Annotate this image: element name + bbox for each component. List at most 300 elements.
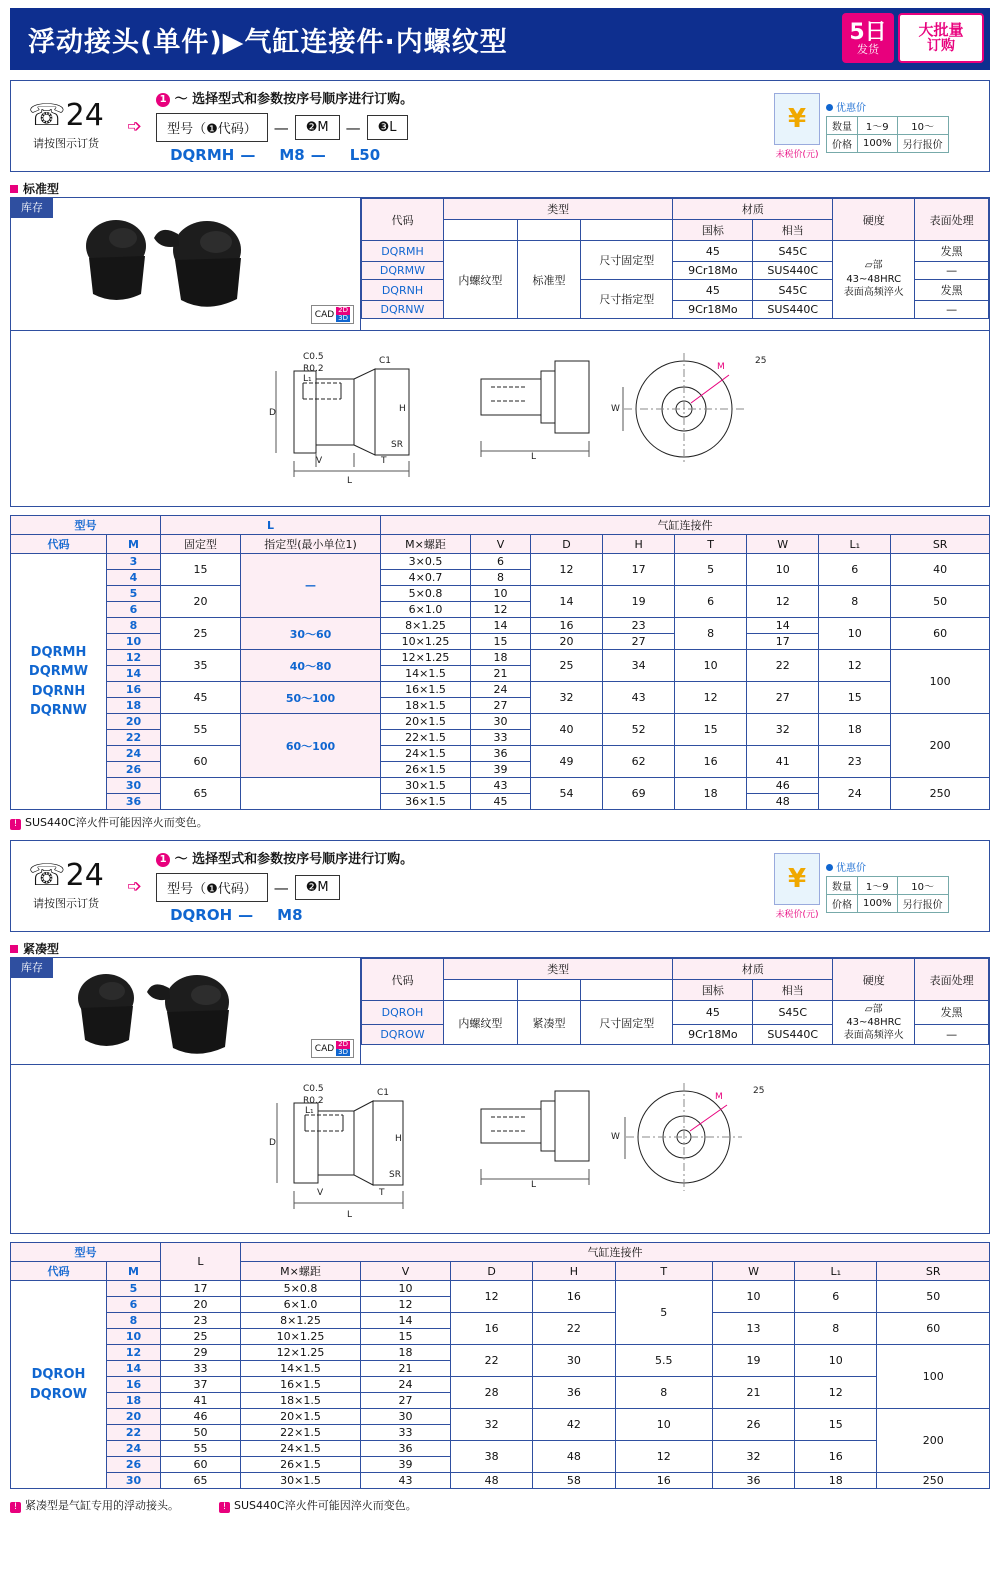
material-table-wrap-2 [361, 958, 989, 1064]
dim2-M-12: 30 [107, 1473, 161, 1489]
order-note-text-1: ～ 选择型式和参数按序号顺序进行订购。 [174, 92, 414, 107]
dim2-L-4: 29 [161, 1345, 241, 1361]
dim2-L-1: 20 [161, 1297, 241, 1313]
dim1-H-2: 19 [603, 586, 675, 618]
dim2-V-11: 39 [361, 1457, 451, 1473]
dim2-SR-0: 50 [877, 1281, 990, 1313]
dim1-M-3: 6 [107, 602, 161, 618]
stock-badge-1: 库存 [11, 198, 53, 218]
dim2-h-model: 型号 [11, 1243, 161, 1262]
note-1 [10, 814, 990, 830]
svg-text:L: L [347, 1210, 353, 1220]
svg-text:L: L [531, 452, 537, 462]
note-icon-1: ! [10, 819, 21, 830]
yen-icon-2: ¥ [774, 853, 820, 905]
dim2-L-5: 33 [161, 1361, 241, 1377]
dim1-header-row-2 [11, 535, 990, 554]
mat-hardness-2 [833, 1001, 915, 1045]
table-row [11, 778, 990, 794]
dim2-D-12: 48 [451, 1473, 533, 1489]
order-example-m-2: M8 [277, 906, 303, 924]
dim2-L1-12: 18 [795, 1473, 877, 1489]
order-note-1 [156, 88, 774, 107]
dim1-W-4: 14 [747, 618, 819, 634]
svg-text:25: 25 [753, 1086, 765, 1096]
svg-text:T: T [381, 456, 387, 466]
badge-bulk-order [898, 13, 984, 63]
dim2-T-4: 5.5 [615, 1345, 712, 1377]
dim2-W-0: 10 [712, 1281, 794, 1313]
mat-h-hardness-2: 硬度 [833, 959, 915, 1001]
badge-5day-shipping [842, 13, 894, 63]
svg-text:R0.2: R0.2 [303, 364, 324, 374]
dim2-SR-4: 100 [877, 1345, 990, 1409]
dim2-W-2: 13 [712, 1313, 794, 1345]
order-field-model-2[interactable]: 型号（❶代码） [156, 873, 268, 902]
dim1-Lf-4: 25 [161, 618, 241, 650]
dim1-H-10: 52 [603, 714, 675, 746]
dim2-M-11: 26 [107, 1457, 161, 1473]
table-row [11, 1313, 990, 1329]
bullet-icon-1 [826, 104, 833, 111]
dim2-L1-8: 15 [795, 1409, 877, 1441]
dim2-h-D: D [451, 1262, 533, 1281]
dim1-Lf-12: 60 [161, 746, 241, 778]
dim2-M-2: 8 [107, 1313, 161, 1329]
dim1-mp-4: 8×1.25 [381, 618, 471, 634]
dim1-Lf-8: 45 [161, 682, 241, 714]
dim2-H-8: 42 [533, 1409, 615, 1441]
order-phone-cell-2 [11, 858, 121, 911]
mat-surf-1-1: — [915, 262, 989, 280]
dim1-mp-1: 4×0.7 [381, 570, 471, 586]
dim2-L-10: 55 [161, 1441, 241, 1457]
price-qty-a-2: 1～9 [858, 877, 898, 895]
cad-2d-1: 2D [338, 306, 348, 315]
dim2-V-1: 12 [361, 1297, 451, 1313]
dim1-h-group: 气缸连接件 [381, 516, 990, 535]
product-photo-standard [11, 198, 361, 330]
table-row [11, 682, 990, 698]
dim2-mp-4: 12×1.25 [241, 1345, 361, 1361]
mat-gb-1-2: 45 [673, 280, 753, 301]
dim1-H-0: 17 [603, 554, 675, 586]
dim1-D-6: 25 [531, 650, 603, 682]
dim2-SR-2: 60 [877, 1313, 990, 1345]
mat-h-material-2: 材质 [673, 959, 833, 980]
dim2-h-V: V [361, 1262, 451, 1281]
mat-code-1-3: DQRNW [362, 301, 444, 319]
dim1-M-1: 4 [107, 570, 161, 586]
table-row [11, 554, 990, 570]
mat-surf-1-2: 发黑 [915, 280, 989, 301]
price-block-1 [774, 93, 989, 160]
dim2-V-12: 43 [361, 1473, 451, 1489]
dim2-SR-8: 200 [877, 1409, 990, 1473]
order-dash-1b: — [345, 118, 361, 137]
mat-surf-2-1: — [915, 1024, 989, 1044]
mat-surf-1-3: — [915, 301, 989, 319]
drawing-area-compact [11, 1064, 989, 1233]
dim1-Ls-8: 50～100 [241, 682, 381, 714]
cad-2d-2: 2D [338, 1040, 348, 1049]
order-num-2-start: 1 [156, 853, 170, 867]
mat-eq-1-2: S45C [753, 280, 833, 301]
mat-type3-1-0: 尺寸固定型 [581, 241, 673, 280]
dim2-D-2: 16 [451, 1313, 533, 1345]
order-box-compact [10, 840, 990, 932]
dim1-Ls-0: — [241, 554, 381, 618]
spec-top-row-2 [11, 958, 989, 1064]
mat-h-type-2: 类型 [443, 959, 672, 980]
order-field-model-1[interactable]: 型号（❶代码） [156, 113, 268, 142]
table-row [11, 1345, 990, 1361]
dim1-mp-8: 16×1.5 [381, 682, 471, 698]
dim2-M-3: 10 [107, 1329, 161, 1345]
dim2-L-2: 23 [161, 1313, 241, 1329]
material-table-standard [361, 198, 989, 319]
dim1-mp-6: 12×1.25 [381, 650, 471, 666]
dim2-L1-4: 10 [795, 1345, 877, 1377]
dim2-M-0: 5 [107, 1281, 161, 1297]
dim1-W-10: 32 [747, 714, 819, 746]
dim2-mp-1: 6×1.0 [241, 1297, 361, 1313]
mat-gb-2-1: 9Cr18Mo [673, 1024, 753, 1044]
mat-type1-2: 内螺纹型 [443, 1001, 517, 1045]
dim1-mp-9: 18×1.5 [381, 698, 471, 714]
table-row [11, 650, 990, 666]
svg-text:D: D [269, 408, 276, 418]
mat-eq-2-1: SUS440C [753, 1024, 833, 1044]
dim1-Lf-0: 15 [161, 554, 241, 586]
mat-h-hardness-1: 硬度 [833, 199, 915, 241]
dim1-M-8: 16 [107, 682, 161, 698]
dim1-T-14: 18 [675, 778, 747, 810]
dim1-mp-7: 14×1.5 [381, 666, 471, 682]
dim1-V-15: 45 [471, 794, 531, 810]
dim1-V-3: 12 [471, 602, 531, 618]
order-code-line-2 [156, 873, 774, 902]
mat-code-2-0: DQROH [362, 1001, 444, 1025]
dim1-L1-10: 18 [819, 714, 891, 746]
dim2-M-9: 22 [107, 1425, 161, 1441]
dim1-D-2: 14 [531, 586, 603, 618]
mat-eq-1-3: SUS440C [753, 301, 833, 319]
dim2-mp-11: 26×1.5 [241, 1457, 361, 1473]
technical-drawing-2 [11, 1065, 987, 1233]
dim2-L1-2: 8 [795, 1313, 877, 1345]
svg-text:C0.5: C0.5 [303, 1084, 324, 1094]
dim1-T-8: 12 [675, 682, 747, 714]
dim1-W-12: 41 [747, 746, 819, 778]
svg-text:L: L [347, 476, 353, 486]
price-qty-header-2: 数量 [827, 877, 858, 895]
dim2-L1-6: 12 [795, 1377, 877, 1409]
dim2-mp-2: 8×1.25 [241, 1313, 361, 1329]
order-field-l-1[interactable]: ❸L [367, 115, 408, 140]
product-photo-compact [11, 958, 361, 1064]
dim1-h-V: V [471, 535, 531, 554]
dim1-h-T: T [675, 535, 747, 554]
dim1-Lf-10: 55 [161, 714, 241, 746]
dim1-Lf-6: 35 [161, 650, 241, 682]
price-note-2: 未税价(元) [775, 909, 819, 920]
dim1-M-7: 14 [107, 666, 161, 682]
order-field-m-2[interactable]: ❷M [295, 875, 340, 900]
dim2-h-code: 代码 [11, 1262, 107, 1281]
dim2-V-4: 18 [361, 1345, 451, 1361]
mat-hardness2-l1: 部 [872, 1004, 883, 1015]
dim1-h-Lfixed: 固定型 [161, 535, 241, 554]
table-row [362, 1001, 989, 1025]
cad-label-1: CAD [314, 309, 335, 320]
mat-surf-1-0: 发黑 [915, 241, 989, 262]
mat-h-surface-2: 表面处理 [915, 959, 989, 1001]
svg-text:L: L [531, 1180, 537, 1190]
dim1-header-row-1 [11, 516, 990, 535]
order-content-1 [148, 88, 774, 164]
order-content-2 [148, 848, 774, 924]
dim2-h-W: W [712, 1262, 794, 1281]
dim1-model-0: DQRMH [30, 644, 87, 660]
price-row-qty-2 [827, 877, 949, 895]
dim1-mp-5: 10×1.25 [381, 634, 471, 650]
dim1-L1-6: 12 [819, 650, 891, 682]
dim1-W-8: 27 [747, 682, 819, 714]
mat-type3-2: 尺寸固定型 [581, 1001, 673, 1045]
dim2-M-6: 16 [107, 1377, 161, 1393]
product-photo-svg-1 [11, 198, 359, 328]
dim1-W-14: 46 [747, 778, 819, 794]
dim1-D-14: 54 [531, 778, 603, 810]
price-price-b-1: 另行报价 [897, 135, 948, 153]
svg-text:V: V [316, 456, 323, 466]
price-price-b-2: 另行报价 [897, 895, 948, 913]
catalog-page [0, 8, 1000, 1572]
mat-h-type-1: 类型 [443, 199, 672, 220]
svg-text:W: W [611, 404, 620, 414]
order-code-line-1 [156, 113, 774, 142]
dim2-T-8: 10 [615, 1409, 712, 1441]
product-photo-svg-2 [11, 958, 359, 1062]
price-price-a-2: 100% [858, 895, 898, 913]
mat-h-type3-1 [581, 220, 673, 241]
arrow-icon-2: ➩ [127, 875, 143, 897]
mat-code-1-2: DQRNH [362, 280, 444, 301]
price-block-2 [774, 853, 989, 920]
dim2-model-names [11, 1281, 107, 1489]
dim2-H-2: 22 [533, 1313, 615, 1345]
table-row [11, 1473, 990, 1489]
mat-code-1-1: DQRMW [362, 262, 444, 280]
square-bullet-icon-1 [10, 185, 18, 193]
dim1-SR-6: 100 [891, 650, 990, 714]
dim2-mp-6: 16×1.5 [241, 1377, 361, 1393]
svg-text:SR: SR [389, 1170, 401, 1180]
dim2-D-10: 38 [451, 1441, 533, 1473]
dim2-M-5: 14 [107, 1361, 161, 1377]
dim2-D-0: 12 [451, 1281, 533, 1313]
order-phone-cell-1 [11, 98, 121, 151]
dim1-mp-12: 24×1.5 [381, 746, 471, 762]
dim1-h-L1: L₁ [819, 535, 891, 554]
mat-h-gb-1: 国标 [673, 220, 753, 241]
mat-type2-2: 紧凑型 [517, 1001, 581, 1045]
dim2-T-10: 12 [615, 1441, 712, 1473]
dim1-V-4: 14 [471, 618, 531, 634]
dim1-T-4: 8 [675, 618, 747, 650]
bullet-icon-2 [826, 864, 833, 871]
mat-surf-2-0: 发黑 [915, 1001, 989, 1025]
dim1-M-9: 18 [107, 698, 161, 714]
dim1-D-5: 20 [531, 634, 603, 650]
dim1-M-14: 30 [107, 778, 161, 794]
table-row [11, 714, 990, 730]
dim1-V-2: 10 [471, 586, 531, 602]
cad-badge-2[interactable] [311, 1039, 354, 1058]
dim2-h-H: H [533, 1262, 615, 1281]
dim1-M-11: 22 [107, 730, 161, 746]
dim1-Lf-2: 20 [161, 586, 241, 618]
dim2-L-12: 65 [161, 1473, 241, 1489]
dim1-H-8: 43 [603, 682, 675, 714]
dim1-T-10: 15 [675, 714, 747, 746]
dim1-D-12: 49 [531, 746, 603, 778]
table-row [11, 586, 990, 602]
dim2-V-8: 30 [361, 1409, 451, 1425]
dim1-h-W: W [747, 535, 819, 554]
dim2-L1-10: 16 [795, 1441, 877, 1473]
dim1-Ls-4: 30～60 [241, 618, 381, 650]
dim2-model-1: DQROW [29, 1386, 88, 1402]
dim2-mp-3: 10×1.25 [241, 1329, 361, 1345]
dim2-mp-10: 24×1.5 [241, 1441, 361, 1457]
dim1-H-4: 23 [603, 618, 675, 634]
price-title-text-1: 优惠价 [836, 103, 866, 114]
mat-hardness2-l2: 43~48HRC [846, 1017, 902, 1028]
note-text-3: SUS440C淬火件可能因淬火而变色。 [234, 1499, 417, 1512]
mat-hardness2-l3: 表面高频淬火 [843, 1030, 904, 1041]
dim2-H-12: 58 [533, 1473, 615, 1489]
order-example-dash-1b: — [310, 146, 326, 164]
mat-h-type1-2 [443, 980, 517, 1001]
svg-text:T: T [379, 1188, 385, 1198]
dim1-SR-4: 60 [891, 618, 990, 650]
order-dash-2a: — [273, 878, 289, 897]
material-header-row-2 [362, 959, 989, 980]
mat-h-eq-2: 相当 [753, 980, 833, 1001]
mat-hardness-l1: 部 [872, 260, 883, 272]
spec-top-row-1 [11, 198, 989, 330]
dim1-M-12: 24 [107, 746, 161, 762]
dim1-mp-0: 3×0.5 [381, 554, 471, 570]
dim2-V-6: 24 [361, 1377, 451, 1393]
mat-eq-2-0: S45C [753, 1001, 833, 1025]
dim1-V-12: 36 [471, 746, 531, 762]
dim2-T-0: 5 [615, 1281, 712, 1345]
note-text-1: SUS440C淬火件可能因淬火而变色。 [25, 816, 208, 829]
dim1-T-12: 16 [675, 746, 747, 778]
dim2-h-SR: SR [877, 1262, 990, 1281]
material-table-compact [361, 958, 989, 1045]
dim2-h-mp: M×螺距 [241, 1262, 361, 1281]
dim1-V-7: 21 [471, 666, 531, 682]
dim1-L1-4: 10 [819, 618, 891, 650]
price-price-header-2: 价格 [827, 895, 858, 913]
dim2-mp-12: 30×1.5 [241, 1473, 361, 1489]
svg-text:D: D [269, 1138, 276, 1148]
dim2-D-4: 22 [451, 1345, 533, 1377]
dim1-SR-10: 200 [891, 714, 990, 778]
dim2-h-group: 气缸连接件 [241, 1243, 990, 1262]
mat-hardness-l2: 43~48HRC [846, 273, 902, 285]
mat-code-1-0: DQRMH [362, 241, 444, 262]
order-example-model-1: DQRMH [170, 146, 235, 164]
mat-h-eq-1: 相当 [753, 220, 833, 241]
dim1-Ls-6: 40～80 [241, 650, 381, 682]
price-qty-a-1: 1～9 [858, 117, 898, 135]
dim2-L-7: 41 [161, 1393, 241, 1409]
note-3 [219, 1497, 417, 1513]
mat-h-material-1: 材质 [673, 199, 833, 220]
dim2-M-7: 18 [107, 1393, 161, 1409]
order-note-2 [156, 848, 774, 867]
order-field-m-1[interactable]: ❷M [295, 115, 340, 140]
dim2-mp-5: 14×1.5 [241, 1361, 361, 1377]
price-row-price-2 [827, 895, 949, 913]
dim1-mp-15: 36×1.5 [381, 794, 471, 810]
phone-icon-2: ☏24 [28, 858, 104, 893]
header-badges [842, 13, 984, 63]
dim2-V-9: 33 [361, 1425, 451, 1441]
price-qty-header-1: 数量 [827, 117, 858, 135]
price-price-a-1: 100% [858, 135, 898, 153]
mat-h-surface-1: 表面处理 [915, 199, 989, 241]
badge-5day-text: 发货 [857, 42, 879, 56]
dimension-table-compact [10, 1242, 990, 1489]
mat-h-type1-1 [443, 220, 517, 241]
dim2-mp-9: 22×1.5 [241, 1425, 361, 1441]
dim2-L1-0: 6 [795, 1281, 877, 1313]
dim1-h-M: M [107, 535, 161, 554]
dim1-h-model: 型号 [11, 516, 161, 535]
price-row-price-1 [827, 135, 949, 153]
cad-3d-2: 3D [338, 1047, 348, 1056]
dim2-L-8: 46 [161, 1409, 241, 1425]
mat-hardness-1 [833, 241, 915, 319]
dim2-T-12: 16 [615, 1473, 712, 1489]
dim2-L-3: 25 [161, 1329, 241, 1345]
dim2-mp-8: 20×1.5 [241, 1409, 361, 1425]
table-row [11, 618, 990, 634]
dim1-V-8: 24 [471, 682, 531, 698]
order-example-dash-2: — [238, 906, 254, 924]
svg-text:25: 25 [755, 356, 767, 366]
cad-badge-1[interactable] [311, 305, 354, 324]
dim1-h-D: D [531, 535, 603, 554]
mat-h-code-2: 代码 [362, 959, 444, 1001]
dim2-T-6: 8 [615, 1377, 712, 1409]
svg-text:R0.2: R0.2 [303, 1096, 324, 1106]
order-example-dash-1a: — [240, 146, 256, 164]
phone-icon: ☏24 [28, 98, 104, 133]
dim2-M-4: 12 [107, 1345, 161, 1361]
order-note-text-2: ～ 选择型式和参数按序号顺序进行订购。 [174, 852, 414, 867]
svg-text:H: H [395, 1134, 402, 1144]
dim2-M-10: 24 [107, 1441, 161, 1457]
dim1-h-SR: SR [891, 535, 990, 554]
dim2-D-6: 28 [451, 1377, 533, 1409]
